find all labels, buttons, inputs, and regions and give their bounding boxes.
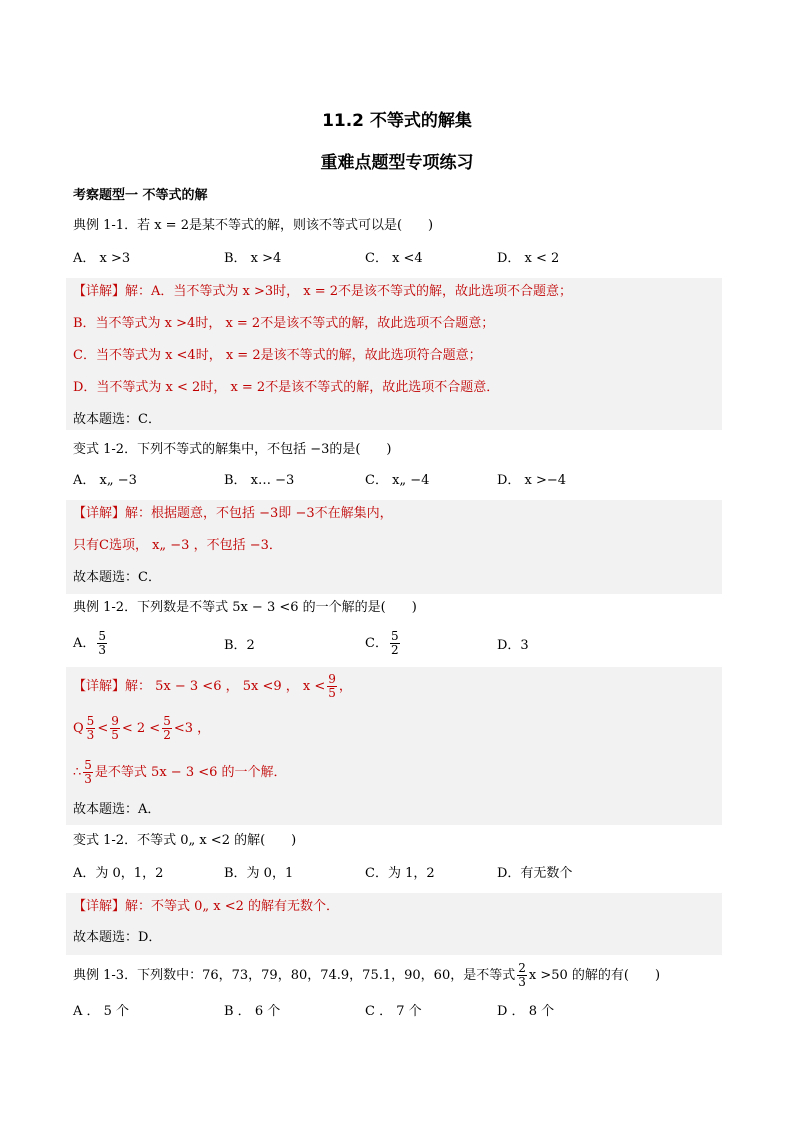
question-4-option-c: C．为 1，2 <box>365 866 435 881</box>
solution-text: 解：根据题意，不包括 −3即 −3不在解集内， <box>125 506 393 521</box>
question-3-solution-line-1 <box>73 673 352 700</box>
question-4-solution-line-1 <box>73 898 339 916</box>
solution-text: 解： 5x − 3 <6 ， 5x <9 ， x < <box>125 679 326 694</box>
fraction <box>97 630 107 657</box>
denominator: 3 <box>98 643 107 657</box>
question-1-solution-line-2: B．当不等式为 x >4时， x = 2不是该不等式的解，故此选项不合题意； <box>73 316 495 331</box>
question-text: x >50 的解的有( ) <box>528 968 661 983</box>
solution-text: <3 ， <box>173 721 211 736</box>
section-heading: 考察题型一 不等式的解 <box>73 188 208 203</box>
numerator: 5 <box>390 629 399 643</box>
denominator: 5 <box>111 728 119 742</box>
question-1-solution-line-1 <box>73 283 572 301</box>
fraction <box>517 962 527 989</box>
numerator: 5 <box>86 714 95 728</box>
question-3-solution-line-3 <box>73 759 287 786</box>
question-1-answer: 故本题选：C． <box>73 412 161 427</box>
question-4-answer: 故本题选：D． <box>73 930 162 945</box>
question-2-option-b: B． x… −3 <box>224 473 295 488</box>
numerator: 5 <box>98 629 107 643</box>
fraction <box>110 715 120 742</box>
question-1-option-c: C． x <4 <box>365 251 423 266</box>
question-4-stem: 变式 1-2．不等式 0„ x <2 的解( ) <box>73 833 297 848</box>
question-1-option-a: A． x >3 <box>73 251 131 266</box>
question-4-option-b: B．为 0，1 <box>224 866 294 881</box>
option-label: C． <box>365 636 388 651</box>
denominator: 3 <box>84 772 92 786</box>
denominator: 3 <box>518 975 526 989</box>
because-symbol: Q <box>73 721 84 736</box>
denominator: 5 <box>328 686 336 700</box>
solution-tag: 【详解】 <box>73 284 126 299</box>
page-title: 11.2 不等式的解集 <box>322 111 472 131</box>
solution-text: 是不等式 5x − 3 <6 的一个解． <box>94 765 287 780</box>
question-2-solution-line-1 <box>73 505 393 523</box>
question-2-solution-line-2: 只有C选项， x„ −3 ，不包括 −3． <box>73 538 282 553</box>
numerator: 5 <box>84 758 92 772</box>
question-1-option-d: D． x < 2 <box>497 251 560 266</box>
fraction <box>83 759 93 786</box>
question-5-option-b: B ． 6 个 <box>224 1004 281 1019</box>
question-4-option-a: A．为 0，1，2 <box>73 866 164 881</box>
denominator: 2 <box>163 728 171 742</box>
numerator: 5 <box>163 714 171 728</box>
question-1-solution-line-3: C．当不等式为 x <4时， x = 2是该不等式的解，故此选项符合题意； <box>73 348 482 363</box>
question-4-option-d: D．有无数个 <box>497 866 573 881</box>
solution-text: 解：A．当不等式为 x >3时， x = 2不是该不等式的解，故此选项不合题意； <box>125 284 573 299</box>
question-3-stem: 典例 1-2．下列数是不等式 5x − 3 <6 的一个解的是( ) <box>73 600 417 615</box>
question-5-option-c: C ． 7 个 <box>365 1004 422 1019</box>
solution-tag: 【详解】 <box>73 679 126 694</box>
therefore-symbol: ∴ <box>73 765 82 780</box>
fraction <box>327 673 337 700</box>
question-2-option-d: D． x >−4 <box>497 473 567 488</box>
numerator: 9 <box>111 714 119 728</box>
question-5-option-d: D ． 8 个 <box>497 1004 555 1019</box>
solution-tag: 【详解】 <box>73 506 126 521</box>
fraction <box>390 630 400 657</box>
question-2-stem: 变式 1-2．下列不等式的解集中，不包括 −3的是( ) <box>73 442 392 457</box>
solution-text: < 2 < <box>121 721 161 736</box>
solution-tag: 【详解】 <box>73 899 126 914</box>
question-3-option-d: D．3 <box>497 638 529 653</box>
numerator: 2 <box>518 961 526 975</box>
page-subtitle: 重难点题型专项练习 <box>320 153 474 173</box>
question-3-solution-line-2 <box>73 715 210 742</box>
question-1-option-b: B． x >4 <box>224 251 282 266</box>
question-5-option-a: A ． 5 个 <box>73 1004 130 1019</box>
denominator: 3 <box>86 728 95 742</box>
question-3-option-a <box>73 630 109 657</box>
solution-text: < <box>97 721 109 736</box>
question-2-option-c: C． x„ −4 <box>365 473 430 488</box>
question-3-answer: 故本题选：A． <box>73 802 161 817</box>
solution-text: ， <box>338 679 352 694</box>
fraction <box>162 715 172 742</box>
option-label: A． <box>73 636 96 651</box>
question-1-stem: 典例 1-1．若 x = 2是某不等式的解，则该不等式可以是( ) <box>73 218 434 233</box>
question-1-solution-line-4: D．当不等式为 x < 2时， x = 2不是该不等式的解，故此选项不合题意． <box>73 380 500 395</box>
question-3-option-c <box>365 630 402 657</box>
fraction <box>86 715 96 742</box>
question-3-option-b: B．2 <box>224 638 255 653</box>
question-2-option-a: A． x„ −3 <box>73 473 137 488</box>
numerator: 9 <box>328 672 336 686</box>
question-text: 典例 1-3．下列数中：76，73，79，80，74.9，75.1，90，60，是不等式 <box>73 968 516 983</box>
question-5-stem <box>73 962 660 989</box>
solution-text: 解：不等式 0„ x <2 的解有无数个． <box>125 899 340 914</box>
denominator: 2 <box>390 643 399 657</box>
question-2-answer: 故本题选：C． <box>73 570 161 585</box>
